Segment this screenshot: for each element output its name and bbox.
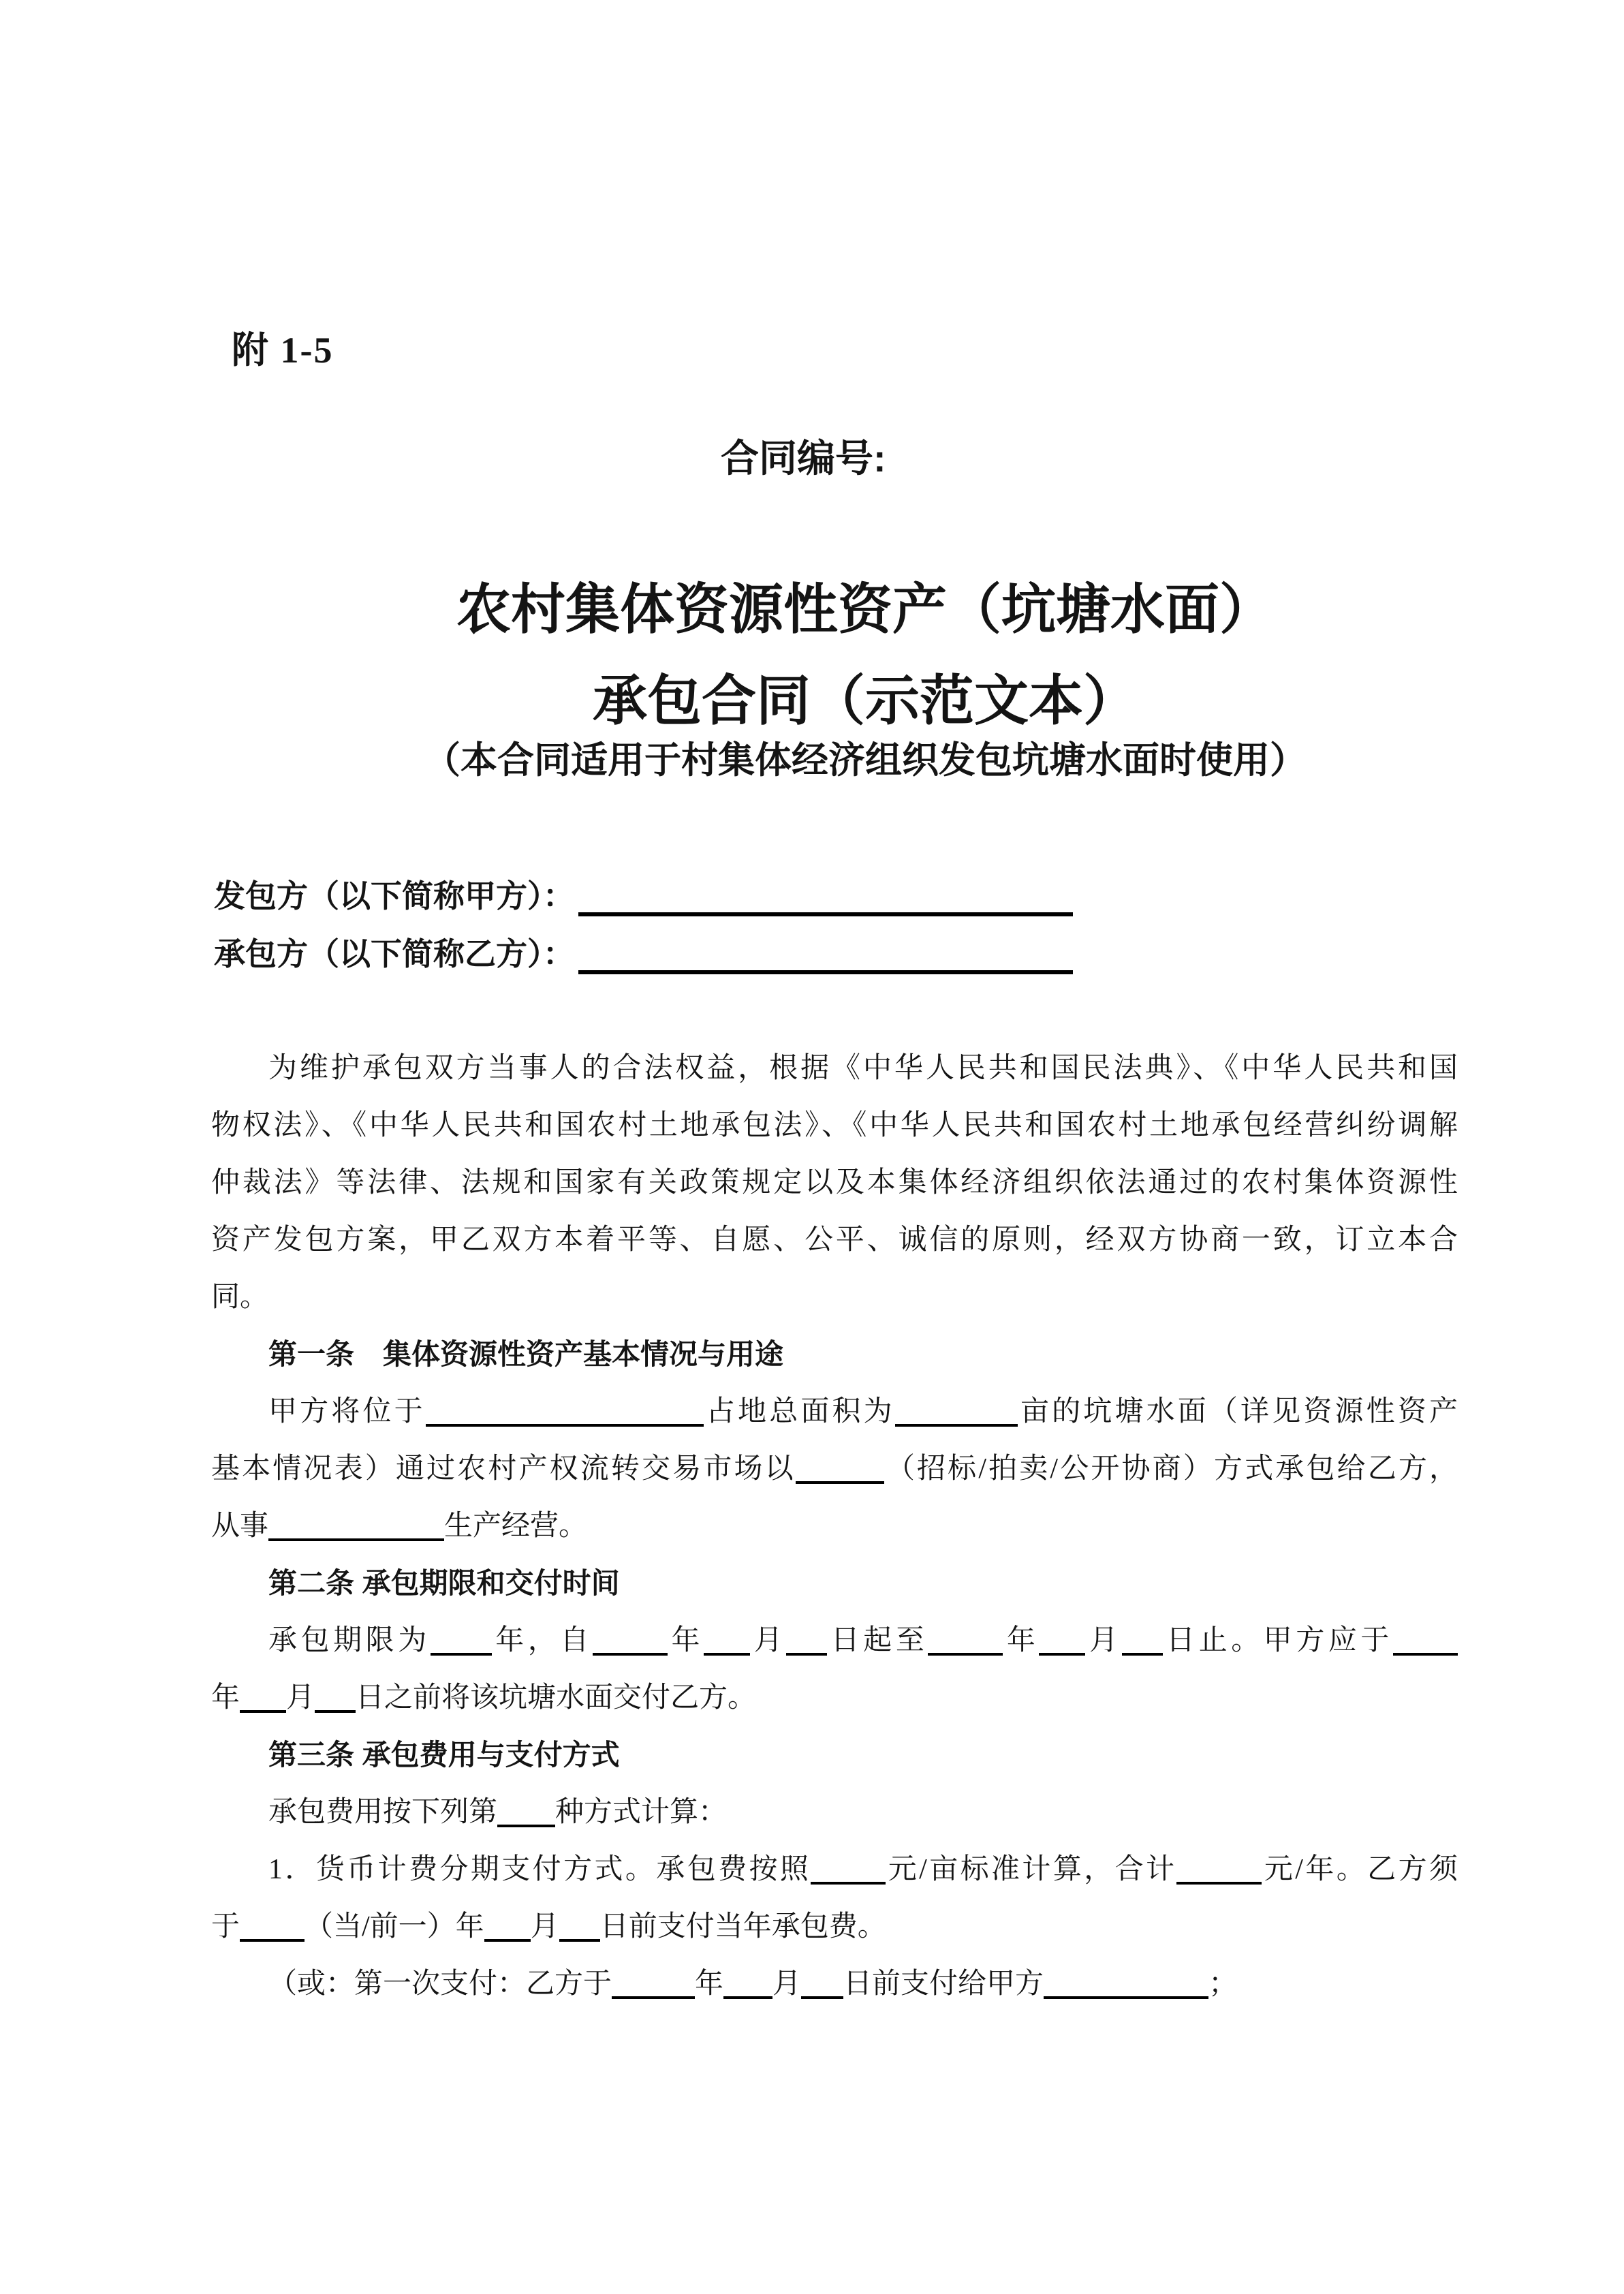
section-heading bbox=[211, 1326, 1458, 1383]
fill-in-blank bbox=[484, 1939, 531, 1942]
section-heading bbox=[211, 1555, 1458, 1612]
text-segment: （招标/拍卖/公开协商）方式承包给乙方， bbox=[884, 1453, 1458, 1485]
party-name-blank bbox=[578, 970, 1073, 974]
title-line-1: 农村集体资源性资产（坑塘水面） bbox=[456, 579, 1274, 640]
contract-line bbox=[211, 1269, 1458, 1326]
contract-line bbox=[211, 1841, 1458, 1898]
fill-in-blank bbox=[497, 1825, 555, 1827]
text-segment: 1．货币计费分期支付方式。承包费按照 bbox=[268, 1854, 811, 1885]
text-segment: 月 bbox=[750, 1625, 787, 1656]
text-segment: 资产发包方案，甲乙双方本着平等、自愿、公平、诚信的原则，经双方协商一致，订立本合 bbox=[211, 1224, 1458, 1256]
fill-in-blank bbox=[796, 1481, 884, 1484]
text-segment: 月 bbox=[1085, 1625, 1122, 1656]
fill-in-blank bbox=[593, 1653, 668, 1656]
fill-in-blank bbox=[268, 1538, 444, 1541]
fill-in-blank bbox=[240, 1710, 286, 1713]
text-segment: 第二条 承包期限和交付时间 bbox=[268, 1567, 620, 1599]
contract-number-label: 合同编号: bbox=[721, 437, 886, 480]
contract-line bbox=[211, 1383, 1458, 1440]
fill-in-blank bbox=[704, 1653, 750, 1656]
text-segment: （或：第一次支付：乙方于 bbox=[268, 1968, 612, 2000]
contract-line bbox=[211, 1898, 1458, 1955]
text-segment: 日之前将该坑塘水面交付乙方。 bbox=[356, 1682, 757, 1714]
text-segment: 仲裁法》等法律、法规和国家有关政策规定以及本集体经济组织依法通过的农村集体资源性 bbox=[211, 1167, 1458, 1198]
text-segment: 月 bbox=[772, 1968, 802, 2000]
text-segment: 亩的坑塘水面（详见资源性资产 bbox=[1017, 1396, 1458, 1427]
party-row-a bbox=[214, 867, 1073, 925]
contract-line bbox=[211, 1955, 1458, 2013]
parties-block bbox=[214, 867, 1073, 983]
document-title bbox=[242, 564, 1488, 747]
text-segment: 甲方将位于 bbox=[268, 1396, 426, 1427]
text-segment: 元/亩标准计算，合计 bbox=[886, 1854, 1177, 1885]
text-segment: 承包期限为 bbox=[268, 1625, 431, 1656]
fill-in-blank bbox=[786, 1653, 827, 1656]
text-segment: 日起至 bbox=[827, 1625, 928, 1656]
text-segment: 年 bbox=[667, 1625, 704, 1656]
contract-line bbox=[211, 1498, 1458, 1555]
fill-in-blank bbox=[928, 1653, 1003, 1656]
text-segment: 生产经营。 bbox=[444, 1510, 588, 1542]
text-segment: 于 bbox=[211, 1911, 240, 1942]
attachment-label: 附 1-5 bbox=[232, 330, 334, 371]
fill-in-blank bbox=[1039, 1653, 1085, 1656]
party-label: 承包方（以下简称乙方）： bbox=[214, 936, 574, 972]
party-name-blank bbox=[578, 912, 1073, 916]
text-segment: 月 bbox=[530, 1911, 559, 1942]
text-segment: 日前支付当年承包费。 bbox=[599, 1911, 886, 1942]
text-segment: 年，自 bbox=[491, 1625, 593, 1656]
text-segment: 种方式计算： bbox=[555, 1797, 728, 1828]
text-segment: （当/前一）年 bbox=[304, 1911, 484, 1942]
fill-in-blank bbox=[1176, 1882, 1262, 1885]
fill-in-blank bbox=[1122, 1653, 1163, 1656]
text-segment: 年 bbox=[1003, 1625, 1040, 1656]
text-segment: 第一条 集体资源性资产基本情况与用途 bbox=[268, 1338, 784, 1370]
fill-in-blank bbox=[559, 1939, 600, 1942]
contract-line bbox=[211, 1612, 1458, 1669]
fill-in-blank bbox=[431, 1653, 492, 1656]
text-segment: 物权法》、《中华人民共和国农村土地承包法》、《中华人民共和国农村土地承包经营纠纷调解 bbox=[211, 1110, 1458, 1141]
text-segment: 为维护承包双方当事人的合法权益，根据《中华人民共和国民法典》、《中华人民共和国 bbox=[268, 1053, 1458, 1084]
text-segment: 日止。甲方应于 bbox=[1162, 1625, 1393, 1656]
fill-in-blank bbox=[1044, 1996, 1208, 1999]
party-label: 发包方（以下简称甲方）： bbox=[214, 878, 574, 914]
text-segment: 同。 bbox=[211, 1282, 269, 1313]
text-segment: 日前支付给甲方 bbox=[843, 1968, 1044, 2000]
fill-in-blank bbox=[811, 1882, 886, 1885]
text-segment: 基本情况表）通过农村产权流转交易市场以 bbox=[211, 1453, 796, 1485]
text-segment: 从事 bbox=[211, 1510, 269, 1542]
text-segment: 月 bbox=[286, 1682, 315, 1714]
contract-line bbox=[211, 1211, 1458, 1269]
fill-in-blank bbox=[1393, 1653, 1458, 1656]
contract-line bbox=[211, 1154, 1458, 1211]
text-segment: 承包费用按下列第 bbox=[268, 1797, 498, 1828]
contract-line bbox=[211, 1784, 1458, 1841]
section-heading bbox=[211, 1726, 1458, 1784]
fill-in-blank bbox=[240, 1939, 304, 1942]
text-segment: 年 bbox=[695, 1968, 724, 2000]
party-row-b bbox=[214, 925, 1073, 983]
fill-in-blank bbox=[612, 1996, 695, 1999]
document-subtitle: （本合同适用于村集体经济组织发包坑塘水面时使用） bbox=[424, 740, 1307, 781]
text-segment: ； bbox=[1208, 1968, 1238, 2000]
contract-line bbox=[211, 1669, 1458, 1726]
contract-body bbox=[211, 1040, 1458, 2013]
contract-line bbox=[211, 1440, 1458, 1498]
contract-line bbox=[211, 1097, 1458, 1154]
fill-in-blank bbox=[426, 1424, 704, 1427]
title-line-2: 承包合同（示范文本） bbox=[593, 670, 1138, 731]
fill-in-blank bbox=[315, 1710, 356, 1713]
fill-in-blank bbox=[895, 1424, 1018, 1427]
fill-in-blank bbox=[723, 1996, 772, 1999]
text-segment: 年 bbox=[211, 1682, 240, 1714]
contract-line bbox=[211, 1040, 1458, 1097]
text-segment: 元/年。乙方须 bbox=[1262, 1854, 1458, 1885]
fill-in-blank bbox=[801, 1996, 843, 1999]
text-segment: 第三条 承包费用与支付方式 bbox=[268, 1739, 620, 1771]
text-segment: 占地总面积为 bbox=[703, 1396, 895, 1427]
